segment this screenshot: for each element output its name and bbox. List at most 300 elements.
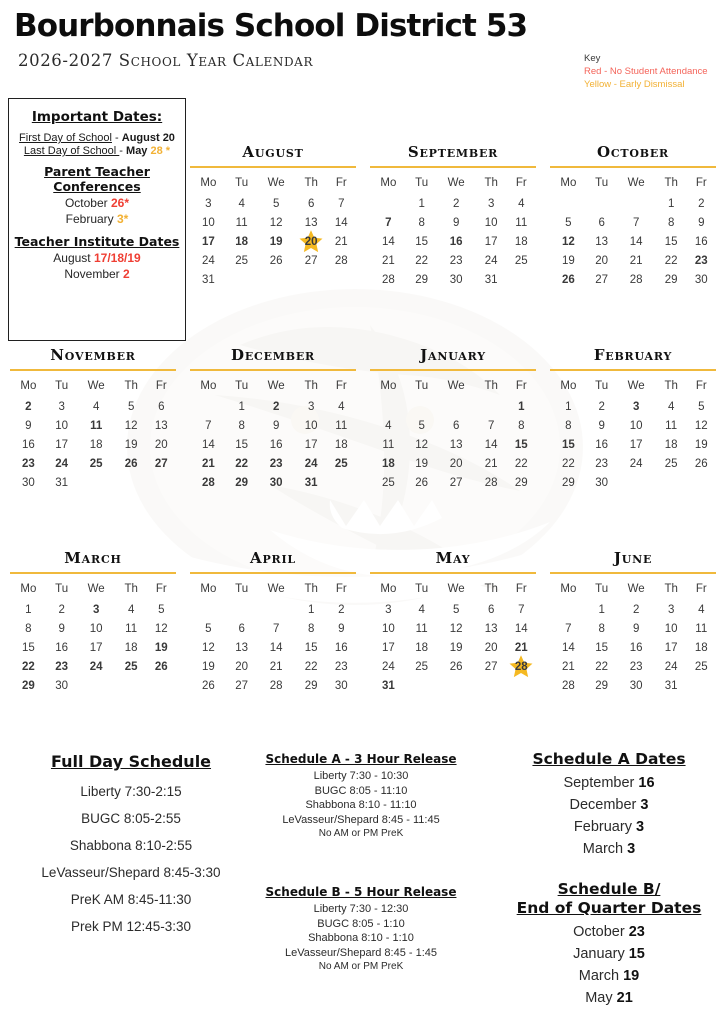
day-cell[interactable] <box>147 658 176 677</box>
day-cell[interactable] <box>10 474 47 493</box>
day-cell[interactable] <box>407 658 437 677</box>
day-cell[interactable] <box>327 233 356 252</box>
day-cell[interactable] <box>407 601 437 620</box>
day-cell[interactable] <box>437 417 476 436</box>
day-cell[interactable] <box>550 417 587 436</box>
day-cell[interactable] <box>507 398 536 417</box>
day-cell[interactable] <box>407 474 437 493</box>
schedule-date-month: May <box>585 990 617 1006</box>
day-number: 5 <box>565 217 572 230</box>
day-cell[interactable] <box>296 398 327 417</box>
day-cell[interactable] <box>116 601 147 620</box>
day-number: 25 <box>514 255 528 268</box>
day-cell[interactable] <box>257 639 296 658</box>
day-cell[interactable] <box>476 233 507 252</box>
day-cell[interactable] <box>147 417 176 436</box>
day-cell[interactable] <box>587 639 617 658</box>
day-cell[interactable] <box>370 658 407 677</box>
day-number: 19 <box>124 439 138 452</box>
day-cell[interactable] <box>407 271 437 290</box>
day-cell[interactable] <box>550 620 587 639</box>
day-cell[interactable] <box>147 436 176 455</box>
day-cell[interactable] <box>407 214 437 233</box>
day-cell[interactable] <box>687 233 716 252</box>
day-cell[interactable] <box>257 398 296 417</box>
day-cell[interactable] <box>257 417 296 436</box>
day-cell[interactable] <box>77 639 116 658</box>
day-cell[interactable] <box>656 233 687 252</box>
day-cell[interactable] <box>327 398 356 417</box>
day-cell[interactable] <box>257 252 296 271</box>
day-cell[interactable] <box>190 233 227 252</box>
day-cell[interactable] <box>190 214 227 233</box>
day-cell[interactable] <box>656 620 687 639</box>
day-cell[interactable] <box>227 455 257 474</box>
day-cell[interactable] <box>617 658 656 677</box>
day-cell[interactable] <box>370 474 407 493</box>
schedule-date-day: 3 <box>635 819 645 835</box>
day-cell[interactable] <box>296 195 327 214</box>
schedule-date-entry <box>498 819 720 835</box>
day-cell[interactable] <box>587 436 617 455</box>
schedule-a-dates-heading: Schedule A Dates <box>532 750 686 768</box>
day-cell[interactable] <box>190 677 227 696</box>
day-cell[interactable] <box>77 398 116 417</box>
day-cell[interactable] <box>617 214 656 233</box>
day-cell[interactable] <box>587 271 617 290</box>
day-cell[interactable] <box>296 252 327 271</box>
day-cell[interactable] <box>77 436 116 455</box>
day-cell[interactable] <box>296 639 327 658</box>
day-cell[interactable] <box>617 417 656 436</box>
empty-cell <box>257 271 296 290</box>
day-cell[interactable] <box>77 658 116 677</box>
day-cell[interactable] <box>550 677 587 696</box>
day-cell[interactable] <box>147 398 176 417</box>
day-number: 8 <box>518 420 525 433</box>
day-cell[interactable] <box>10 658 47 677</box>
day-cell[interactable] <box>296 455 327 474</box>
day-cell[interactable] <box>296 214 327 233</box>
day-cell[interactable] <box>407 417 437 436</box>
day-cell[interactable] <box>257 436 296 455</box>
day-cell[interactable] <box>147 639 176 658</box>
day-cell[interactable] <box>47 658 77 677</box>
day-cell[interactable] <box>656 677 687 696</box>
day-number: 2 <box>452 198 460 211</box>
day-cell[interactable] <box>190 455 227 474</box>
day-number: 31 <box>201 274 215 287</box>
day-cell[interactable] <box>587 455 617 474</box>
day-cell[interactable] <box>77 620 116 639</box>
weekday-header-row <box>370 378 536 398</box>
day-cell[interactable] <box>116 658 147 677</box>
day-cell[interactable] <box>47 474 77 493</box>
day-cell[interactable] <box>10 620 47 639</box>
day-number: 23 <box>334 661 348 674</box>
day-cell[interactable] <box>476 601 507 620</box>
day-cell[interactable] <box>116 620 147 639</box>
day-cell[interactable] <box>587 214 617 233</box>
day-cell[interactable] <box>116 417 147 436</box>
day-cell[interactable] <box>227 398 257 417</box>
day-cell[interactable] <box>257 620 296 639</box>
day-cell[interactable] <box>656 639 687 658</box>
day-cell[interactable] <box>407 252 437 271</box>
day-cell[interactable] <box>476 252 507 271</box>
day-cell[interactable] <box>257 658 296 677</box>
day-cell[interactable] <box>47 417 77 436</box>
day-cell[interactable] <box>327 436 356 455</box>
day-cell[interactable] <box>190 252 227 271</box>
day-cell[interactable] <box>656 417 687 436</box>
day-cell[interactable] <box>10 601 47 620</box>
day-cell[interactable] <box>507 417 536 436</box>
day-cell[interactable] <box>227 233 257 252</box>
day-number: 29 <box>304 680 318 693</box>
day-cell[interactable] <box>656 436 687 455</box>
day-cell[interactable] <box>656 252 687 271</box>
day-number: 29 <box>415 274 429 287</box>
day-cell[interactable] <box>617 455 656 474</box>
day-cell[interactable] <box>476 639 507 658</box>
day-cell[interactable] <box>47 436 77 455</box>
day-cell[interactable] <box>296 436 327 455</box>
day-cell[interactable] <box>227 252 257 271</box>
day-cell[interactable] <box>370 601 407 620</box>
day-cell[interactable] <box>687 601 716 620</box>
day-cell[interactable] <box>687 658 716 677</box>
day-cell[interactable] <box>476 658 507 677</box>
day-cell[interactable] <box>437 455 476 474</box>
day-cell[interactable] <box>47 620 77 639</box>
day-cell[interactable] <box>656 195 687 214</box>
day-number: 5 <box>452 604 460 617</box>
schedule-b-dates-entries <box>498 924 720 1006</box>
day-cell[interactable] <box>370 417 407 436</box>
day-cell[interactable] <box>296 658 327 677</box>
weekday-header: Th <box>664 176 678 189</box>
day-cell[interactable] <box>296 677 327 696</box>
weekday-header: Mo <box>200 379 217 392</box>
day-cell[interactable] <box>437 214 476 233</box>
day-cell[interactable] <box>190 271 227 290</box>
day-cell[interactable] <box>687 436 716 455</box>
day-cell[interactable] <box>370 436 407 455</box>
day-cell[interactable] <box>370 233 407 252</box>
day-number: 4 <box>518 198 525 211</box>
day-cell[interactable] <box>227 658 257 677</box>
day-cell[interactable] <box>617 271 656 290</box>
month-calendar-june <box>550 549 716 696</box>
day-cell[interactable] <box>476 214 507 233</box>
day-cell[interactable] <box>617 233 656 252</box>
day-cell[interactable] <box>507 436 536 455</box>
day-cell[interactable] <box>370 214 407 233</box>
day-cell[interactable] <box>296 474 327 493</box>
day-cell[interactable] <box>617 677 656 696</box>
day-cell[interactable] <box>407 620 437 639</box>
day-cell[interactable] <box>227 436 257 455</box>
weekday-header-row <box>190 175 356 195</box>
day-cell[interactable] <box>327 658 356 677</box>
day-cell[interactable] <box>437 271 476 290</box>
day-cell[interactable] <box>656 455 687 474</box>
day-cell[interactable] <box>656 658 687 677</box>
day-cell[interactable] <box>587 474 617 493</box>
day-cell[interactable] <box>327 677 356 696</box>
weekday-header: Tu <box>235 176 249 189</box>
schedule-b-lines <box>255 903 467 959</box>
day-cell[interactable] <box>227 620 257 639</box>
day-cell[interactable] <box>227 214 257 233</box>
day-cell[interactable] <box>370 252 407 271</box>
day-cell[interactable] <box>190 436 227 455</box>
day-cell[interactable] <box>116 455 147 474</box>
day-cell[interactable] <box>370 455 407 474</box>
day-cell[interactable] <box>687 271 716 290</box>
day-cell[interactable] <box>587 233 617 252</box>
day-cell[interactable] <box>370 639 407 658</box>
day-cell[interactable] <box>370 677 407 696</box>
day-cell[interactable] <box>407 233 437 252</box>
day-cell[interactable] <box>10 455 47 474</box>
day-number: 8 <box>418 217 425 230</box>
day-cell[interactable] <box>437 436 476 455</box>
schedule-b-dates-heading-line2: End of Quarter Dates <box>516 899 702 917</box>
ptc-date-1-month: October <box>64 196 111 210</box>
day-cell[interactable] <box>227 677 257 696</box>
day-cell[interactable] <box>550 658 587 677</box>
day-cell[interactable] <box>77 601 116 620</box>
day-cell[interactable] <box>550 398 587 417</box>
day-cell[interactable] <box>507 658 536 677</box>
weekday-header: Mo <box>200 176 217 189</box>
day-cell[interactable] <box>257 455 296 474</box>
day-cell[interactable] <box>656 398 687 417</box>
day-cell[interactable] <box>617 398 656 417</box>
day-cell[interactable] <box>370 271 407 290</box>
day-cell[interactable] <box>370 620 407 639</box>
day-cell[interactable] <box>437 658 476 677</box>
day-cell[interactable] <box>550 455 587 474</box>
day-cell[interactable] <box>687 455 716 474</box>
day-cell[interactable] <box>476 271 507 290</box>
parent-teacher-conferences-heading <box>9 164 185 194</box>
day-cell[interactable] <box>190 474 227 493</box>
day-cell[interactable] <box>190 639 227 658</box>
day-cell[interactable] <box>587 677 617 696</box>
day-number: 27 <box>449 477 463 490</box>
day-cell[interactable] <box>116 639 147 658</box>
day-cell[interactable] <box>227 417 257 436</box>
ptc-date-2 <box>9 212 185 226</box>
day-cell[interactable] <box>10 417 47 436</box>
day-cell[interactable] <box>587 417 617 436</box>
weekday-header: We <box>627 379 645 392</box>
day-cell[interactable] <box>687 398 716 417</box>
day-cell[interactable] <box>227 474 257 493</box>
day-cell[interactable] <box>10 436 47 455</box>
day-cell[interactable] <box>10 639 47 658</box>
week-row <box>370 455 536 474</box>
day-cell[interactable] <box>47 398 77 417</box>
day-cell[interactable] <box>476 436 507 455</box>
day-cell[interactable] <box>550 252 587 271</box>
day-cell[interactable] <box>550 474 587 493</box>
day-cell[interactable] <box>587 252 617 271</box>
day-cell[interactable] <box>407 195 437 214</box>
day-cell[interactable] <box>687 252 716 271</box>
day-cell[interactable] <box>437 601 476 620</box>
day-cell[interactable] <box>587 658 617 677</box>
day-cell[interactable] <box>687 214 716 233</box>
day-cell[interactable] <box>257 195 296 214</box>
day-cell[interactable] <box>327 417 356 436</box>
day-number: 9 <box>272 420 280 433</box>
schedule-a <box>255 752 467 842</box>
day-cell[interactable] <box>437 195 476 214</box>
day-cell[interactable] <box>47 639 77 658</box>
day-cell[interactable] <box>10 398 47 417</box>
week-row <box>370 252 536 271</box>
day-cell[interactable] <box>327 455 356 474</box>
day-cell[interactable] <box>507 233 536 252</box>
day-cell[interactable] <box>116 436 147 455</box>
day-cell[interactable] <box>587 398 617 417</box>
day-cell[interactable] <box>550 639 587 658</box>
day-cell[interactable] <box>687 195 716 214</box>
day-cell[interactable] <box>327 639 356 658</box>
day-number: 1 <box>307 604 315 617</box>
day-cell[interactable] <box>507 455 536 474</box>
day-cell[interactable] <box>296 233 327 252</box>
day-number: 7 <box>272 623 280 636</box>
day-number: 1 <box>565 401 572 414</box>
day-cell[interactable] <box>257 474 296 493</box>
day-cell[interactable] <box>617 601 656 620</box>
day-cell[interactable] <box>550 271 587 290</box>
day-cell[interactable] <box>656 601 687 620</box>
day-cell[interactable] <box>257 677 296 696</box>
day-cell[interactable] <box>656 214 687 233</box>
day-cell[interactable] <box>687 620 716 639</box>
day-cell[interactable] <box>507 639 536 658</box>
day-cell[interactable] <box>476 417 507 436</box>
day-cell[interactable] <box>327 252 356 271</box>
legend-label: Key <box>584 53 601 64</box>
day-cell[interactable] <box>407 436 437 455</box>
day-cell[interactable] <box>617 639 656 658</box>
day-number: 31 <box>304 477 318 490</box>
empty-cell <box>437 677 476 696</box>
day-cell[interactable] <box>147 455 176 474</box>
day-number: 25 <box>415 661 429 674</box>
day-cell[interactable] <box>190 195 227 214</box>
month-calendar-october <box>550 143 716 290</box>
day-cell[interactable] <box>257 214 296 233</box>
day-cell[interactable] <box>190 658 227 677</box>
day-cell[interactable] <box>296 417 327 436</box>
day-cell[interactable] <box>617 252 656 271</box>
day-number: 13 <box>235 642 249 655</box>
day-cell[interactable] <box>437 252 476 271</box>
empty-cell <box>617 474 656 493</box>
day-cell[interactable] <box>687 417 716 436</box>
day-cell[interactable] <box>10 677 47 696</box>
day-cell[interactable] <box>296 620 327 639</box>
week-row <box>370 601 536 620</box>
day-number: 3 <box>307 401 315 414</box>
schedule-date-entry <box>498 797 720 813</box>
day-cell[interactable] <box>227 639 257 658</box>
day-number: 31 <box>664 680 678 693</box>
day-cell[interactable] <box>407 639 437 658</box>
day-cell[interactable] <box>476 455 507 474</box>
weekday-header: Mo <box>380 176 397 189</box>
day-cell[interactable] <box>327 601 356 620</box>
week-row <box>550 639 716 658</box>
day-cell[interactable] <box>327 620 356 639</box>
day-cell[interactable] <box>507 195 536 214</box>
day-cell[interactable] <box>47 455 77 474</box>
day-cell[interactable] <box>147 620 176 639</box>
day-cell[interactable] <box>147 601 176 620</box>
day-number: 2 <box>698 198 705 211</box>
day-cell[interactable] <box>656 271 687 290</box>
day-cell[interactable] <box>437 233 476 252</box>
day-cell[interactable] <box>617 436 656 455</box>
day-cell[interactable] <box>47 601 77 620</box>
day-cell[interactable] <box>437 620 476 639</box>
schedule-date-day: 19 <box>623 968 640 984</box>
day-cell[interactable] <box>437 474 476 493</box>
day-cell[interactable] <box>77 455 116 474</box>
legend-red: Red - No Student Attendance <box>584 66 708 77</box>
day-cell[interactable] <box>587 620 617 639</box>
day-cell[interactable] <box>116 398 147 417</box>
day-cell[interactable] <box>227 195 257 214</box>
day-cell[interactable] <box>327 195 356 214</box>
weekday-header: We <box>267 379 285 392</box>
day-cell[interactable] <box>190 417 227 436</box>
day-cell[interactable] <box>476 195 507 214</box>
day-cell[interactable] <box>476 620 507 639</box>
day-cell[interactable] <box>437 639 476 658</box>
day-cell[interactable] <box>550 233 587 252</box>
day-cell[interactable] <box>587 601 617 620</box>
day-cell[interactable] <box>550 436 587 455</box>
day-cell[interactable] <box>47 677 77 696</box>
day-cell[interactable] <box>687 639 716 658</box>
day-cell[interactable] <box>257 233 296 252</box>
weekday-header: Fr <box>155 582 167 595</box>
month-title: August <box>242 143 304 161</box>
day-cell[interactable] <box>507 474 536 493</box>
day-cell[interactable] <box>507 252 536 271</box>
day-cell[interactable] <box>296 601 327 620</box>
day-cell[interactable] <box>507 214 536 233</box>
day-cell[interactable] <box>476 474 507 493</box>
day-cell[interactable] <box>507 601 536 620</box>
day-cell[interactable] <box>77 417 116 436</box>
day-cell[interactable] <box>327 214 356 233</box>
day-cell[interactable] <box>507 620 536 639</box>
day-cell[interactable] <box>190 620 227 639</box>
day-cell[interactable] <box>550 214 587 233</box>
day-cell[interactable] <box>407 455 437 474</box>
day-cell[interactable] <box>617 620 656 639</box>
